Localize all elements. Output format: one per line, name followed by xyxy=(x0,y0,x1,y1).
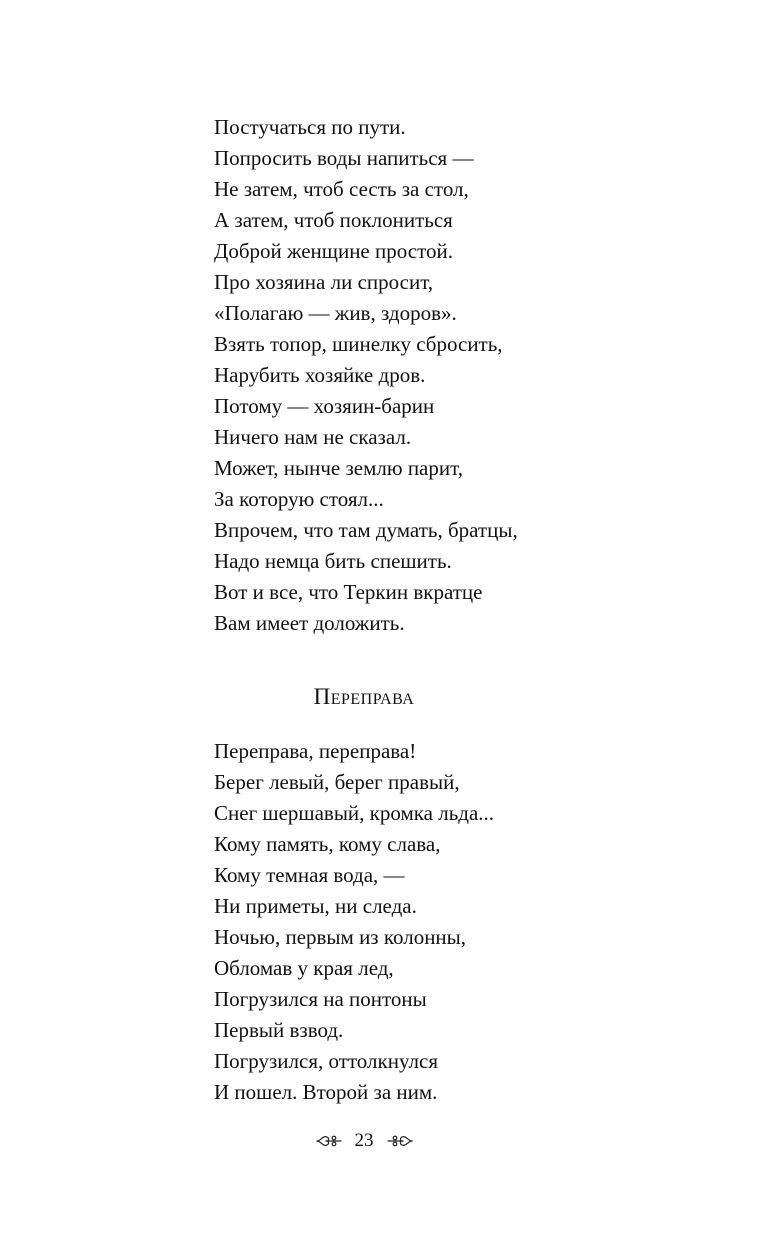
poem-line: Надо немца бить спешить. xyxy=(214,549,452,573)
poem-line: Может, нынче землю парит, xyxy=(214,456,463,480)
poem-line: Попросить воды напиться — xyxy=(214,146,474,170)
poem-line: Потому — хозяин-барин xyxy=(214,394,435,418)
poem-line: Берег левый, берег правый, xyxy=(214,770,460,794)
poem-line: Нарубить хозяйке дров. xyxy=(214,363,426,387)
poem-line: И пошел. Второй за ним. xyxy=(214,1080,438,1104)
poem-line: Не затем, чтоб сесть за стол, xyxy=(214,177,469,201)
scroll-ornament-icon xyxy=(386,1132,414,1150)
poem-line: Ночью, первым из колонны, xyxy=(214,925,467,949)
poem-line: Кому память, кому слава, xyxy=(214,832,441,856)
poem-line: Погрузился на понтоны xyxy=(214,987,427,1011)
poem-line: Ни приметы, ни следа. xyxy=(214,894,417,918)
poem-line: Про хозяина ли спросит, xyxy=(214,270,434,294)
poem-line: Доброй женщине простой. xyxy=(214,239,453,263)
page-footer xyxy=(0,1124,728,1158)
poem-line: Кому темная вода, — xyxy=(214,863,405,887)
poem-stanza-bottom xyxy=(214,736,734,1108)
poem-line: Переправа, переправа! xyxy=(214,739,417,763)
poem-line: Взять топор, шинелку сбросить, xyxy=(214,332,503,356)
poem-line: За которую стоял... xyxy=(214,487,384,511)
poem-line: Вам имеет доложить. xyxy=(214,611,405,635)
poem-line: Погрузился, оттолкнулся xyxy=(214,1049,438,1073)
poem-stanza-top xyxy=(214,112,734,639)
poem-line: Снег шершавый, кромка льда... xyxy=(214,801,495,825)
scroll-ornament-icon xyxy=(315,1132,343,1150)
poem-line: «Полагаю — жив, здоров». xyxy=(214,301,457,325)
poem-line: А затем, чтоб поклониться xyxy=(214,208,453,232)
page-number: 23 xyxy=(354,1130,374,1151)
poem-line: Ничего нам не сказал. xyxy=(214,425,412,449)
poem-line: Обломав у края лед, xyxy=(214,956,394,980)
poem-line: Постучаться по пути. xyxy=(214,115,406,139)
section-title: Переправа xyxy=(313,684,415,709)
poem-line: Вот и все, что Теркин вкратце xyxy=(214,580,483,604)
poem-line: Первый взвод. xyxy=(214,1018,344,1042)
poem-line: Впрочем, что там думать, братцы, xyxy=(214,518,518,542)
